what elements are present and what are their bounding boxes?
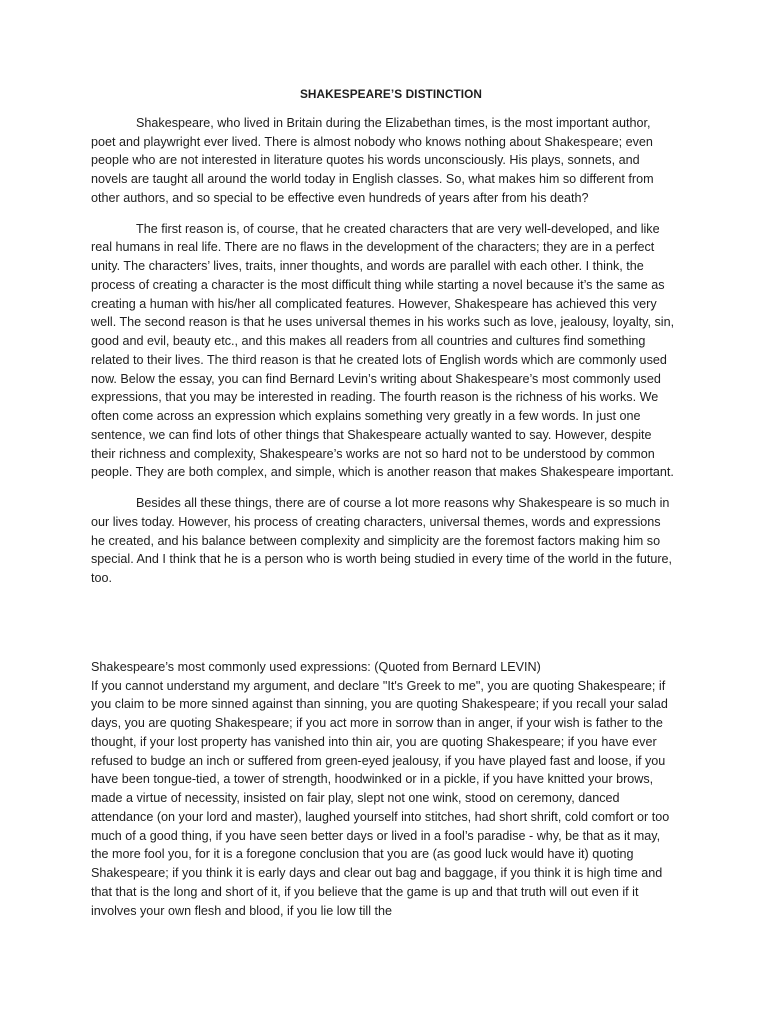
essay-paragraph-3: Besides all these things, there are of course a lot more reasons why Shakespeare is so much in our lives today. However, his process of creating characters, universal themes, words and expressions he created, and his balance between complexity and simplicity are the foremost factors making him so special. And I think that he is a person who is worth being studied in every time of the world in the future, too. [91, 496, 673, 585]
section-spacer [91, 600, 677, 658]
essay-paragraph-2: The first reason is, of course, that he created characters that are very well-developed, and like real humans in real life. There are no flaws in the development of the characters; they are in a perfect unity. The characters’ lives, traits, inner thoughts, and words are parallel with each other. I think, the process of creating a character is the most difficult thing while starting a novel because it’s the same as creating a human with his/her all complicated features. However, Shakespeare has achieved this very well. The second reason is that he uses universal themes in his works such as love, jealousy, loyalty, sin, good and evil, beauty etc., and this makes all readers from all countries and cultures find something related to their lives. The third reason is that he created lots of English words which are commonly used now. Below the essay, you can find Bernard Levin’s writing about Shakespeare’s most commonly used expressions, that you may be interested in reading. The fourth reason is the richness of his works. We often come across an expression which explains something very greatly in a few words. In just one sentence, we can find lots of other things that Shakespeare actually wanted to say. However, despite their richness and complexity, Shakespeare’s works are not so hard not to be understood by common people. They are both complex, and simple, which is another reason that makes Shakespeare important. [91, 221, 675, 480]
quote-heading: Shakespeare’s most commonly used expressions: (Quoted from Bernard LEVIN) [91, 659, 541, 674]
document-page [91, 83, 677, 920]
document-title: SHAKESPEARE’S DISTINCTION [299, 87, 483, 101]
quote-paragraph: If you cannot understand my argument, and declare "It's Greek to me", you are quoting Shakespeare; if you claim to be more sinned against than sinning, you are quoting Shakespeare; if you recall your salad days, you are quoting Shakespeare; if you act more in sorrow than in anger, if your wish is father to the thought, if your lost property has vanished into thin air, you are quoting Shakespeare; if you have ever refused to budge an inch or suffered from green-eyed jealousy, if you have played fast and loose, if you have been tongue-tied, a tower of strength, hoodwinked or in a pickle, if you have knitted your brows, made a virtue of necessity, insisted on fair play, slept not one wink, stood on ceremony, danced attendance (on your lord and master), laughed yourself into stitches, had short shrift, cold comfort or too much of a good thing, if you have seen better days or lived in a fool’s paradise - why, be that as it may, the more fool you, for it is a foregone conclusion that you are (as good luck would have it) quoting Shakespeare; if you think it is early days and clear out bag and baggage, if you think it is high time and that that is the long and short of it, if you believe that the game is up and that truth will out even if it involves your own flesh and blood, if you lie low till the [91, 678, 670, 918]
essay-paragraph-1: Shakespeare, who lived in Britain during the Elizabethan times, is the most important author, poet and playwright ever lived. There is almost nobody who knows nothing about Shakespeare; even people who are not interested in literature quotes his words unconsciously. His plays, sonnets, and novels are taught all around the world today in English classes. So, what makes him so different from other authors, and so special to be effective even hundreds of years after from his death? [91, 115, 654, 205]
